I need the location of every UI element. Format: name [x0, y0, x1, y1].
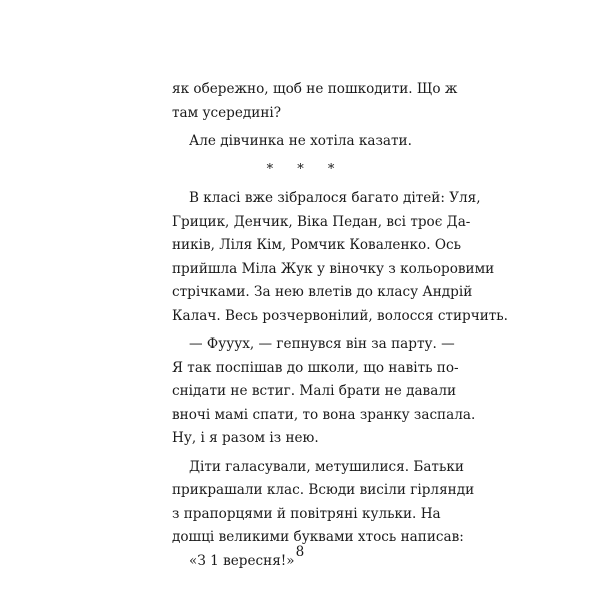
paragraph-start-line: Діти галасували, метушилися. Батьки [189, 458, 464, 475]
text-line: Ну, і я разом із нею. [172, 430, 319, 446]
section-break-asterisks: * * * [266, 161, 345, 177]
text-line: вночі мамі спати, то вона зранку заспала. [172, 406, 476, 423]
text-line: прийшла Міла Жук у віночку з кольоровими [172, 260, 495, 277]
text-line: там усередині? [172, 104, 282, 121]
text-line: як обережно, щоб не пошкодити. Що ж [172, 81, 458, 97]
text-line: Грицик, Денчик, Віка Педан, всі троє Да- [172, 213, 471, 230]
paragraph-start-line: — Фууух, — гепнувся він за парту. — [189, 336, 455, 352]
text-line: стрічками. За нею влетів до класу Андрій [172, 284, 473, 300]
text-line: Я так поспішав до школи, що навіть по- [172, 359, 459, 376]
text-line: ників, Ліля Кім, Ромчик Коваленко. Ось [172, 237, 462, 253]
text-line: снідати не встиг. Малі брати не давали [172, 383, 457, 399]
paragraph-start-line: В класі вже зібралося багато дітей: Уля, [189, 190, 481, 206]
paragraph-start-line: «З 1 вересня!» [189, 552, 295, 569]
paragraph-start-line: Але дівчинка не хотіла казати. [189, 133, 412, 149]
text-line: Калач. Весь розчервонілий, волосся стирчить. [172, 307, 509, 324]
text-line: з прапорцями й повітряні кульки. На [172, 505, 441, 522]
page-number: 8 [295, 544, 305, 560]
text-line: дошці великими буквами хтось написав: [172, 529, 464, 545]
text-line: прикрашали клас. Всюди висіли гірлянди [172, 482, 475, 498]
body-text [172, 78, 509, 573]
